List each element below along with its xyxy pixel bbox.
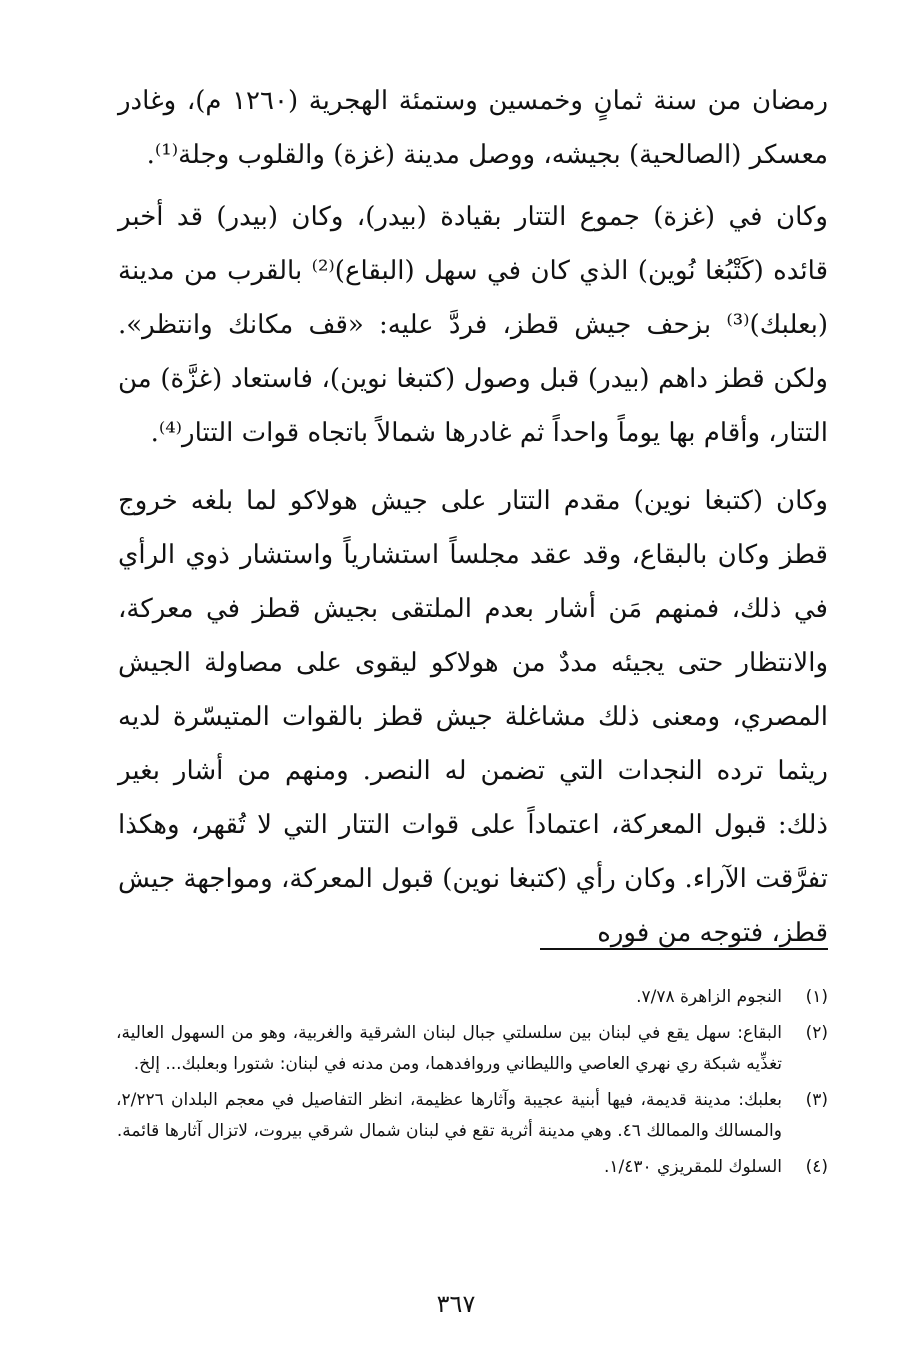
footnote-number: (٣) [805,1090,828,1110]
paragraph-3 [118,474,828,960]
footnote-text: النجوم الزاهرة ٧/٧٨. [636,987,782,1007]
footnotes-section [116,982,828,1188]
paragraph-2 [118,190,828,460]
footnote-number: (٢) [805,1023,828,1043]
footnote-divider [540,948,828,950]
footnote-number: (٤) [805,1157,828,1177]
page-number: ٣٦٧ [436,1290,476,1318]
footnote-text: بعلبك: مدينة قديمة، فيها أبنية عجيبة وآثارها عظيمة، انظر التفاصيل في معجم البلدان ٢/٢٢٦، والمسالك والممالك ٤٦. وهي مدينة أثرية تقع في لبنان شمال شرقي بيروت، لاتزال آثارها قائمة. [116,1090,782,1141]
footnote-3 [116,1085,828,1147]
footnote-1 [116,982,828,1013]
footnote-text: السلوك للمقريزي ١/٤٣٠. [603,1157,782,1177]
paragraph-1-text: رمضان من سنة ثمانٍ وخمسين وستمئة الهجرية (١٢٦٠ م)، وغادر معسكر (الصالحية) بجيشه، ووصل مدينة (غزة) والقلوب وجلة⁽¹⁾. [118,86,828,170]
footnote-text: البقاع: سهل يقع في لبنان بين سلسلتي جبال لبنان الشرقية والغربية، وهو من السهول العالية، تغذِّيه شبكة ري نهري العاصي والليطاني وروافدهما، ومن مدنه في لبنان: شتورا وبعلبك... إلخ. [116,1023,782,1074]
footnote-number: (١) [805,987,828,1007]
paragraph-2-text: وكان في (غزة) جموع التتار بقيادة (بيدر)، وكان (بيدر) قد أخبر قائده (كَتْبُغا نُوين) الذي كان في سهل (البقاع)⁽²⁾ بالقرب من مدينة (بعلبك)⁽³⁾ بزحف جيش قطز، فردَّ عليه: «قف مكانك وانتظر». ولكن قطز داهم (بيدر) قبل وصول (كتبغا نوين)، فاستعاد (غزَّة) من التتار، وأقام بها يوماً واحداً ثم غادرها شمالاً باتجاه قوات التتار⁽⁴⁾. [118,202,828,448]
paragraph-1 [118,74,828,182]
footnote-2 [116,1018,828,1080]
footnote-4 [116,1152,828,1183]
paragraph-3-text: وكان (كتبغا نوين) مقدم التتار على جيش هولاكو لما بلغه خروج قطز وكان بالبقاع، وقد عقد مجلساً استشارياً واستشار ذوي الرأي في ذلك، فمنهم مَن أشار بعدم الملتقى بجيش قطز في معركة، والانتظار حتى يجيئه مددٌ من هولاكو ليقوى على مصاولة الجيش المصري، ومعنى ذلك مشاغلة جيش قطز بالقوات المتيسّرة لديه ريثما ترده النجدات التي تضمن له النصر. ومنهم من أشار بغير ذلك: قبول المعركة، اعتماداً على قوات التتار التي لا تُقهر، وهكذا تفرَّقت الآراء. وكان رأي (كتبغا نوين) قبول المعركة، ومواجهة جيش قطز، فتوجه من فوره [118,486,828,948]
